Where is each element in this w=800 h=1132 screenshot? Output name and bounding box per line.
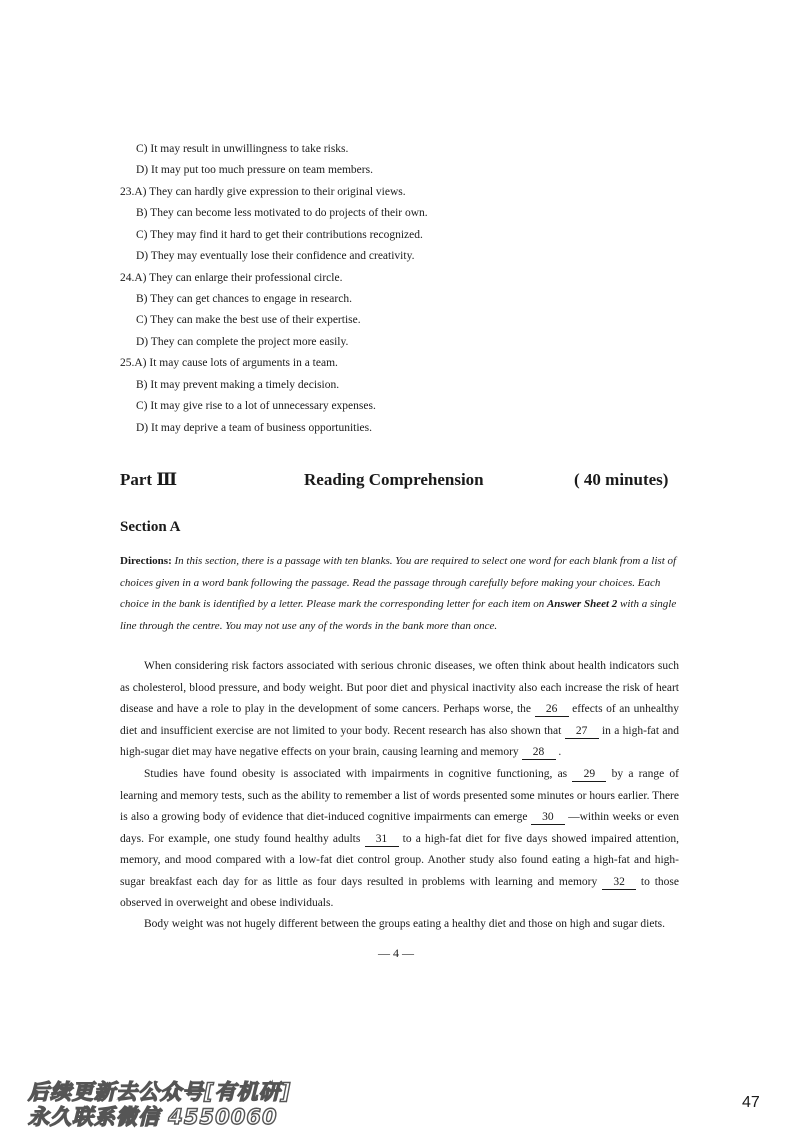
question-24-option-c: C) They can make the best use of their expertise. xyxy=(136,314,361,326)
option-d: D) It may put too much pressure on team members. xyxy=(136,164,373,176)
directions xyxy=(120,551,680,637)
watermark-line-2: 永久联系微信 4550060 xyxy=(28,1105,278,1129)
blank-30: 30 xyxy=(531,811,565,825)
footer-page-number: 47 xyxy=(742,1094,760,1111)
question-25-option-b: B) It may prevent making a timely decision. xyxy=(136,379,340,391)
directions-label: Directions: xyxy=(120,555,172,567)
directions-text: In this section, there is a passage with ten blanks. You are required to select one word for each blank from a list of choices given in a word bank following the passage. Read the passage through carefully before making your choices. Each choice in the bank is identified by a letter. Please mark the corresponding letter for each item on Answer Sheet 2 with a single line through the centre. You may not use any of the words in the bank more than once. xyxy=(120,555,677,632)
passage-paragraph-1: When considering risk factors associated with serious chronic diseases, we often think about health indicators such as cholesterol, blood pressure, and body weight. But poor diet and physical inactivity also each increase the risk of heart disease and have a role to play in the development of some cancers. Perhaps worse, the 26 effects of an unhealthy diet and insufficient exercise are not limited to your body. Recent research has also shown that 27 in a high-fat and high-sugar diet may have negative effects on your brain, causing learning and memory 28 . xyxy=(120,660,680,758)
blank-26: 26 xyxy=(535,703,569,717)
question-23-option-b: B) They can become less motivated to do projects of their own. xyxy=(136,207,428,219)
blank-29: 29 xyxy=(572,768,606,782)
part-time: ( 40 minutes) xyxy=(574,470,669,489)
page-number: — 4 — xyxy=(378,946,414,960)
question-number: 24. xyxy=(120,272,135,284)
blank-27: 27 xyxy=(565,725,599,739)
watermark-line-1: 后续更新去公众号[有机研] xyxy=(28,1080,292,1104)
blank-28: 28 xyxy=(522,746,556,760)
question-number: 25. xyxy=(120,357,135,369)
blank-32: 32 xyxy=(602,876,636,890)
option-c: C) It may result in unwillingness to take risks. xyxy=(136,143,349,155)
question-number: 23. xyxy=(120,186,135,198)
question-24-option-b: B) They can get chances to engage in research. xyxy=(136,293,352,305)
question-23-option-c: C) They may find it hard to get their contributions recognized. xyxy=(136,229,423,241)
passage-paragraph-2: Studies have found obesity is associated with impairments in cognitive functioning, as 29 by a range of learning and memory tests, such as the ability to remember a list of words presented some minutes or hours earlier. There is also a growing body of evidence that diet-induced cognitive impairments can emerge 30 —within weeks or even days. For example, one study found healthy adults 31 to a high-fat diet for five days showed impaired attention, memory, and mood compared with a low-fat diet control group. Another study also found eating a high-fat and high-sugar breakfast each day for as little as four days resulted in problems with learning and memory 32 to those observed in overweight and obese individuals. xyxy=(120,768,680,909)
question-23-option-d: D) They may eventually lose their confidence and creativity. xyxy=(136,250,415,262)
part-label: Part Ⅲ xyxy=(120,470,178,489)
part-title: Reading Comprehension xyxy=(304,470,484,489)
blank-31: 31 xyxy=(365,833,399,847)
question-25-option-a: 25.A) It may cause lots of arguments in a team. xyxy=(120,357,338,369)
question-25-option-c: C) It may give rise to a lot of unnecessary expenses. xyxy=(136,400,376,412)
section-title: Section A xyxy=(120,519,181,535)
question-25-option-d: D) It may deprive a team of business opportunities. xyxy=(136,422,373,434)
question-24-option-d: D) They can complete the project more easily. xyxy=(136,336,349,348)
question-23-option-a: 23.A) They can hardly give expression to their original views. xyxy=(120,186,406,198)
passage-paragraph-3: Body weight was not hugely different between the groups eating a healthy diet and those on high and sugar diets. xyxy=(144,918,665,930)
question-24-option-a: 24.A) They can enlarge their professional circle. xyxy=(120,272,343,284)
